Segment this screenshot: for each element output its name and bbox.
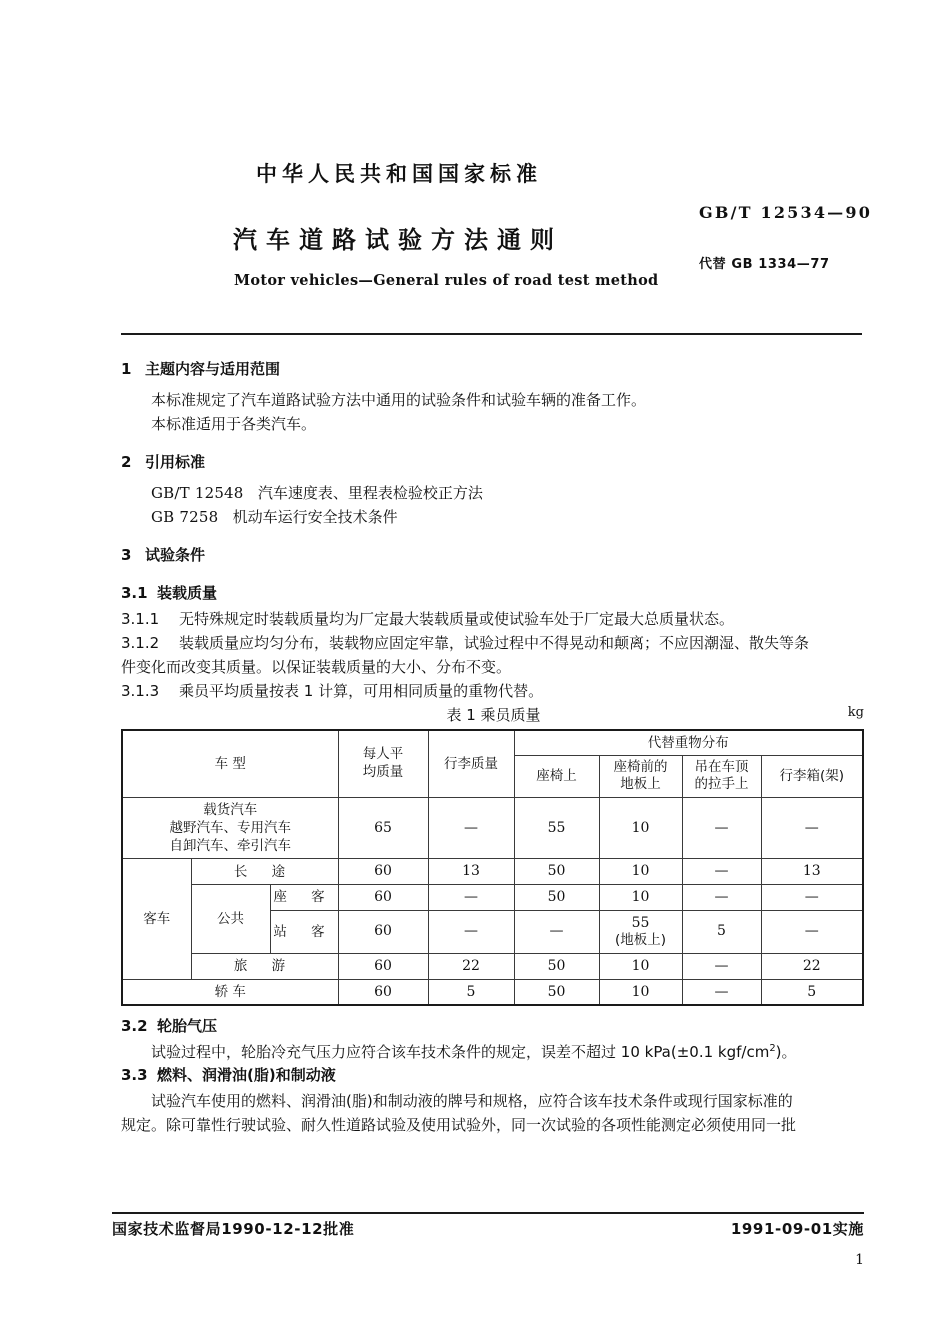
row-0-type-line-1: 载货汽车 — [203, 801, 258, 818]
row-3-luggage-mass: — — [428, 910, 514, 953]
table-1-unit: kg — [847, 704, 864, 720]
national-standard-label: 中华人民共和国国家标准 — [256, 162, 542, 186]
row-2-floor-front: 10 — [599, 884, 682, 910]
table-row — [122, 953, 863, 979]
row-2-avg-mass: 60 — [338, 884, 428, 910]
row-1-avg-mass: 60 — [338, 859, 428, 885]
table-1-caption: 表 1 乘员质量 — [446, 705, 541, 724]
heading-section-3-1 — [121, 582, 866, 605]
row-3-on-seat: — — [514, 910, 599, 953]
row-4-handrail: — — [682, 953, 761, 979]
occupant-mass-table — [121, 729, 864, 1007]
clause-3-1-1 — [121, 607, 866, 631]
table-row — [122, 884, 863, 910]
clause-3-1-2-number: 3.1.2 — [121, 633, 160, 652]
section-3-number: 3 — [121, 545, 132, 564]
row-0-type-line-2: 越野汽车、专用汽车 — [169, 820, 291, 837]
row-4-luggage-box: 22 — [761, 953, 863, 979]
clause-3-1-1-number: 3.1.1 — [121, 609, 160, 628]
row-2-on-seat: 50 — [514, 884, 599, 910]
clause-3-1-2-text: 装载质量应均匀分布，装载物应固定牢靠，试验过程中不得晃动和颠离；不应因潮湿、散失等条 — [179, 633, 810, 652]
section-3-title: 试验条件 — [145, 545, 206, 564]
heading-section-3-2 — [121, 1015, 866, 1038]
row-4-subtype: 旅 游 — [191, 953, 338, 979]
clause-3-1-2 — [121, 631, 866, 655]
row-2-luggage-mass: — — [428, 884, 514, 910]
clause-3-1-2-text-continued: 件变化而改变其质量。以保证装载质量的大小、分布不变。 — [121, 658, 512, 677]
header-on-seat: 座椅上 — [514, 755, 599, 797]
standard-number: GB/T 12534—90 — [699, 203, 873, 222]
heading-section-3 — [121, 544, 866, 567]
document-content — [121, 358, 866, 1137]
clause-3-1-3-number: 3.1.3 — [121, 682, 160, 701]
row-0-floor-front: 10 — [599, 797, 682, 858]
heading-section-1 — [121, 358, 866, 381]
section-3-3-number: 3.3 — [121, 1066, 148, 1085]
row-5-vehicle-type: 轿 车 — [122, 979, 338, 1005]
header-luggage-box: 行李箱(架) — [761, 755, 863, 797]
row-group-gonggong: 公共 — [191, 884, 270, 953]
clause-3-1-3-text: 乘员平均质量按表 1 计算，可用相同质量的重物代替。 — [179, 682, 544, 701]
clause-3-1-1-text: 无特殊规定时装载质量均为厂定最大装载质量或使试验车处于厂定最大总质量状态。 — [179, 609, 735, 628]
section-3-2-title: 轮胎气压 — [157, 1017, 218, 1036]
header-handrail-line-2: 的拉手上 — [694, 776, 749, 793]
row-3-luggage-box: — — [761, 910, 863, 953]
row-1-subtype: 长 途 — [191, 859, 338, 885]
section-3-2-text-b: )。 — [775, 1042, 797, 1061]
row-0-avg-mass: 65 — [338, 797, 428, 858]
standard-replaces: 代替 GB 1334—77 — [699, 257, 830, 272]
section-3-2-number: 3.2 — [121, 1017, 148, 1036]
row-4-luggage-mass: 22 — [428, 953, 514, 979]
row-4-avg-mass: 60 — [338, 953, 428, 979]
header-handrail — [682, 755, 761, 797]
row-0-handrail: — — [682, 797, 761, 858]
header-divider — [121, 333, 862, 335]
row-0-vehicle-type — [122, 797, 338, 858]
page-number: 1 — [855, 1252, 864, 1268]
clause-3-1-3 — [121, 679, 866, 703]
table-1-caption-row — [121, 704, 866, 726]
row-group-keche: 客车 — [122, 859, 191, 979]
row-3-floor-front-note: (地板上) — [614, 932, 667, 949]
row-3-floor-front-value: 55 — [631, 914, 650, 931]
section-3-3-title: 燃料、润滑油(脂)和制动液 — [157, 1066, 336, 1085]
footer-effective-date: 1991-09-01实施 — [730, 1220, 864, 1238]
section-3-3-paragraph-line-2: 规定。除可靠性行驶试验、耐久性道路试验及使用试验外，同一次试验的各项性能测定必须使用同一批 — [121, 1115, 797, 1134]
row-5-on-seat: 50 — [514, 979, 599, 1005]
table-row — [122, 979, 863, 1005]
reference-item-2 — [121, 505, 866, 529]
row-4-on-seat: 50 — [514, 953, 599, 979]
section-2-title: 引用标准 — [145, 453, 206, 472]
row-2-luggage-box: — — [761, 884, 863, 910]
reference-1-code: GB/T 12548 — [151, 483, 244, 502]
reference-2-name: 机动车运行安全技术条件 — [232, 507, 398, 526]
section-3-1-number: 3.1 — [121, 584, 148, 603]
section-1-number: 1 — [121, 360, 132, 378]
section-3-2-text-a: 试验过程中，轮胎冷充气压力应符合该车技术条件的规定，误差不超过 10 kPa(±0.1 kgf/cm — [151, 1042, 770, 1061]
header-handrail-line-1: 吊在车顶 — [694, 758, 749, 775]
row-3-floor-front — [599, 910, 682, 953]
row-4-floor-front: 10 — [599, 953, 682, 979]
footer-approval: 国家技术监督局1990-12-12批准 — [112, 1220, 355, 1238]
header-floor-front-line-1: 座椅前的 — [613, 758, 668, 775]
header-vehicle-type: 车 型 — [122, 730, 338, 798]
header-floor-front — [599, 755, 682, 797]
row-1-luggage-mass: 13 — [428, 859, 514, 885]
header-floor-front-line-2: 地板上 — [620, 776, 661, 793]
row-0-luggage-mass: — — [428, 797, 514, 858]
row-0-type-line-3: 自卸汽车、牵引汽车 — [169, 838, 291, 855]
heading-section-2 — [121, 451, 866, 474]
document-title-cn: 汽车道路试验方法通则 — [233, 226, 563, 254]
table-row — [122, 859, 863, 885]
section-3-2-superscript: 2 — [769, 1042, 776, 1054]
row-0-on-seat: 55 — [514, 797, 599, 858]
reference-2-code: GB 7258 — [151, 507, 219, 526]
header-luggage-mass: 行李质量 — [428, 730, 514, 798]
section-2-number: 2 — [121, 453, 132, 472]
row-2-handrail: — — [682, 884, 761, 910]
row-1-on-seat: 50 — [514, 859, 599, 885]
document-title-en: Motor vehicles—General rules of road test method — [234, 272, 659, 289]
row-1-floor-front: 10 — [599, 859, 682, 885]
row-0-luggage-box: — — [761, 797, 863, 858]
heading-section-3-3 — [121, 1064, 866, 1087]
reference-item-1 — [121, 481, 866, 505]
section-3-1-title: 装载质量 — [157, 584, 218, 603]
footer-divider — [112, 1212, 864, 1214]
header-avg-mass-line-2: 均质量 — [362, 763, 404, 780]
section-1-paragraph-1: 本标准规定了汽车道路试验方法中通用的试验条件和试验车辆的准备工作。 — [151, 390, 647, 409]
section-3-2-paragraph — [121, 1040, 866, 1064]
row-5-handrail: — — [682, 979, 761, 1005]
masthead — [121, 150, 873, 310]
section-1-title: 主题内容与适用范围 — [145, 360, 281, 378]
row-5-avg-mass: 60 — [338, 979, 428, 1005]
header-avg-mass — [338, 730, 428, 798]
row-5-luggage-box: 5 — [761, 979, 863, 1005]
row-3-subtype: 站 客 — [270, 910, 338, 953]
table-row — [122, 797, 863, 858]
row-1-luggage-box: 13 — [761, 859, 863, 885]
row-2-subtype: 座 客 — [270, 884, 338, 910]
row-1-handrail: — — [682, 859, 761, 885]
section-3-3-paragraph-line-1: 试验汽车使用的燃料、润滑油(脂)和制动液的牌号和规格，应符合该车技术条件或现行国家标准的 — [151, 1091, 793, 1110]
row-5-luggage-mass: 5 — [428, 979, 514, 1005]
section-1-paragraph-2: 本标准适用于各类汽车。 — [151, 414, 317, 433]
header-avg-mass-line-1: 每人平 — [362, 746, 404, 763]
row-3-avg-mass: 60 — [338, 910, 428, 953]
row-3-handrail: 5 — [682, 910, 761, 953]
header-substitute-group: 代替重物分布 — [514, 730, 863, 756]
table-header-row-1 — [122, 730, 863, 756]
row-5-floor-front: 10 — [599, 979, 682, 1005]
reference-1-name: 汽车速度表、里程表检验校正方法 — [257, 483, 483, 502]
